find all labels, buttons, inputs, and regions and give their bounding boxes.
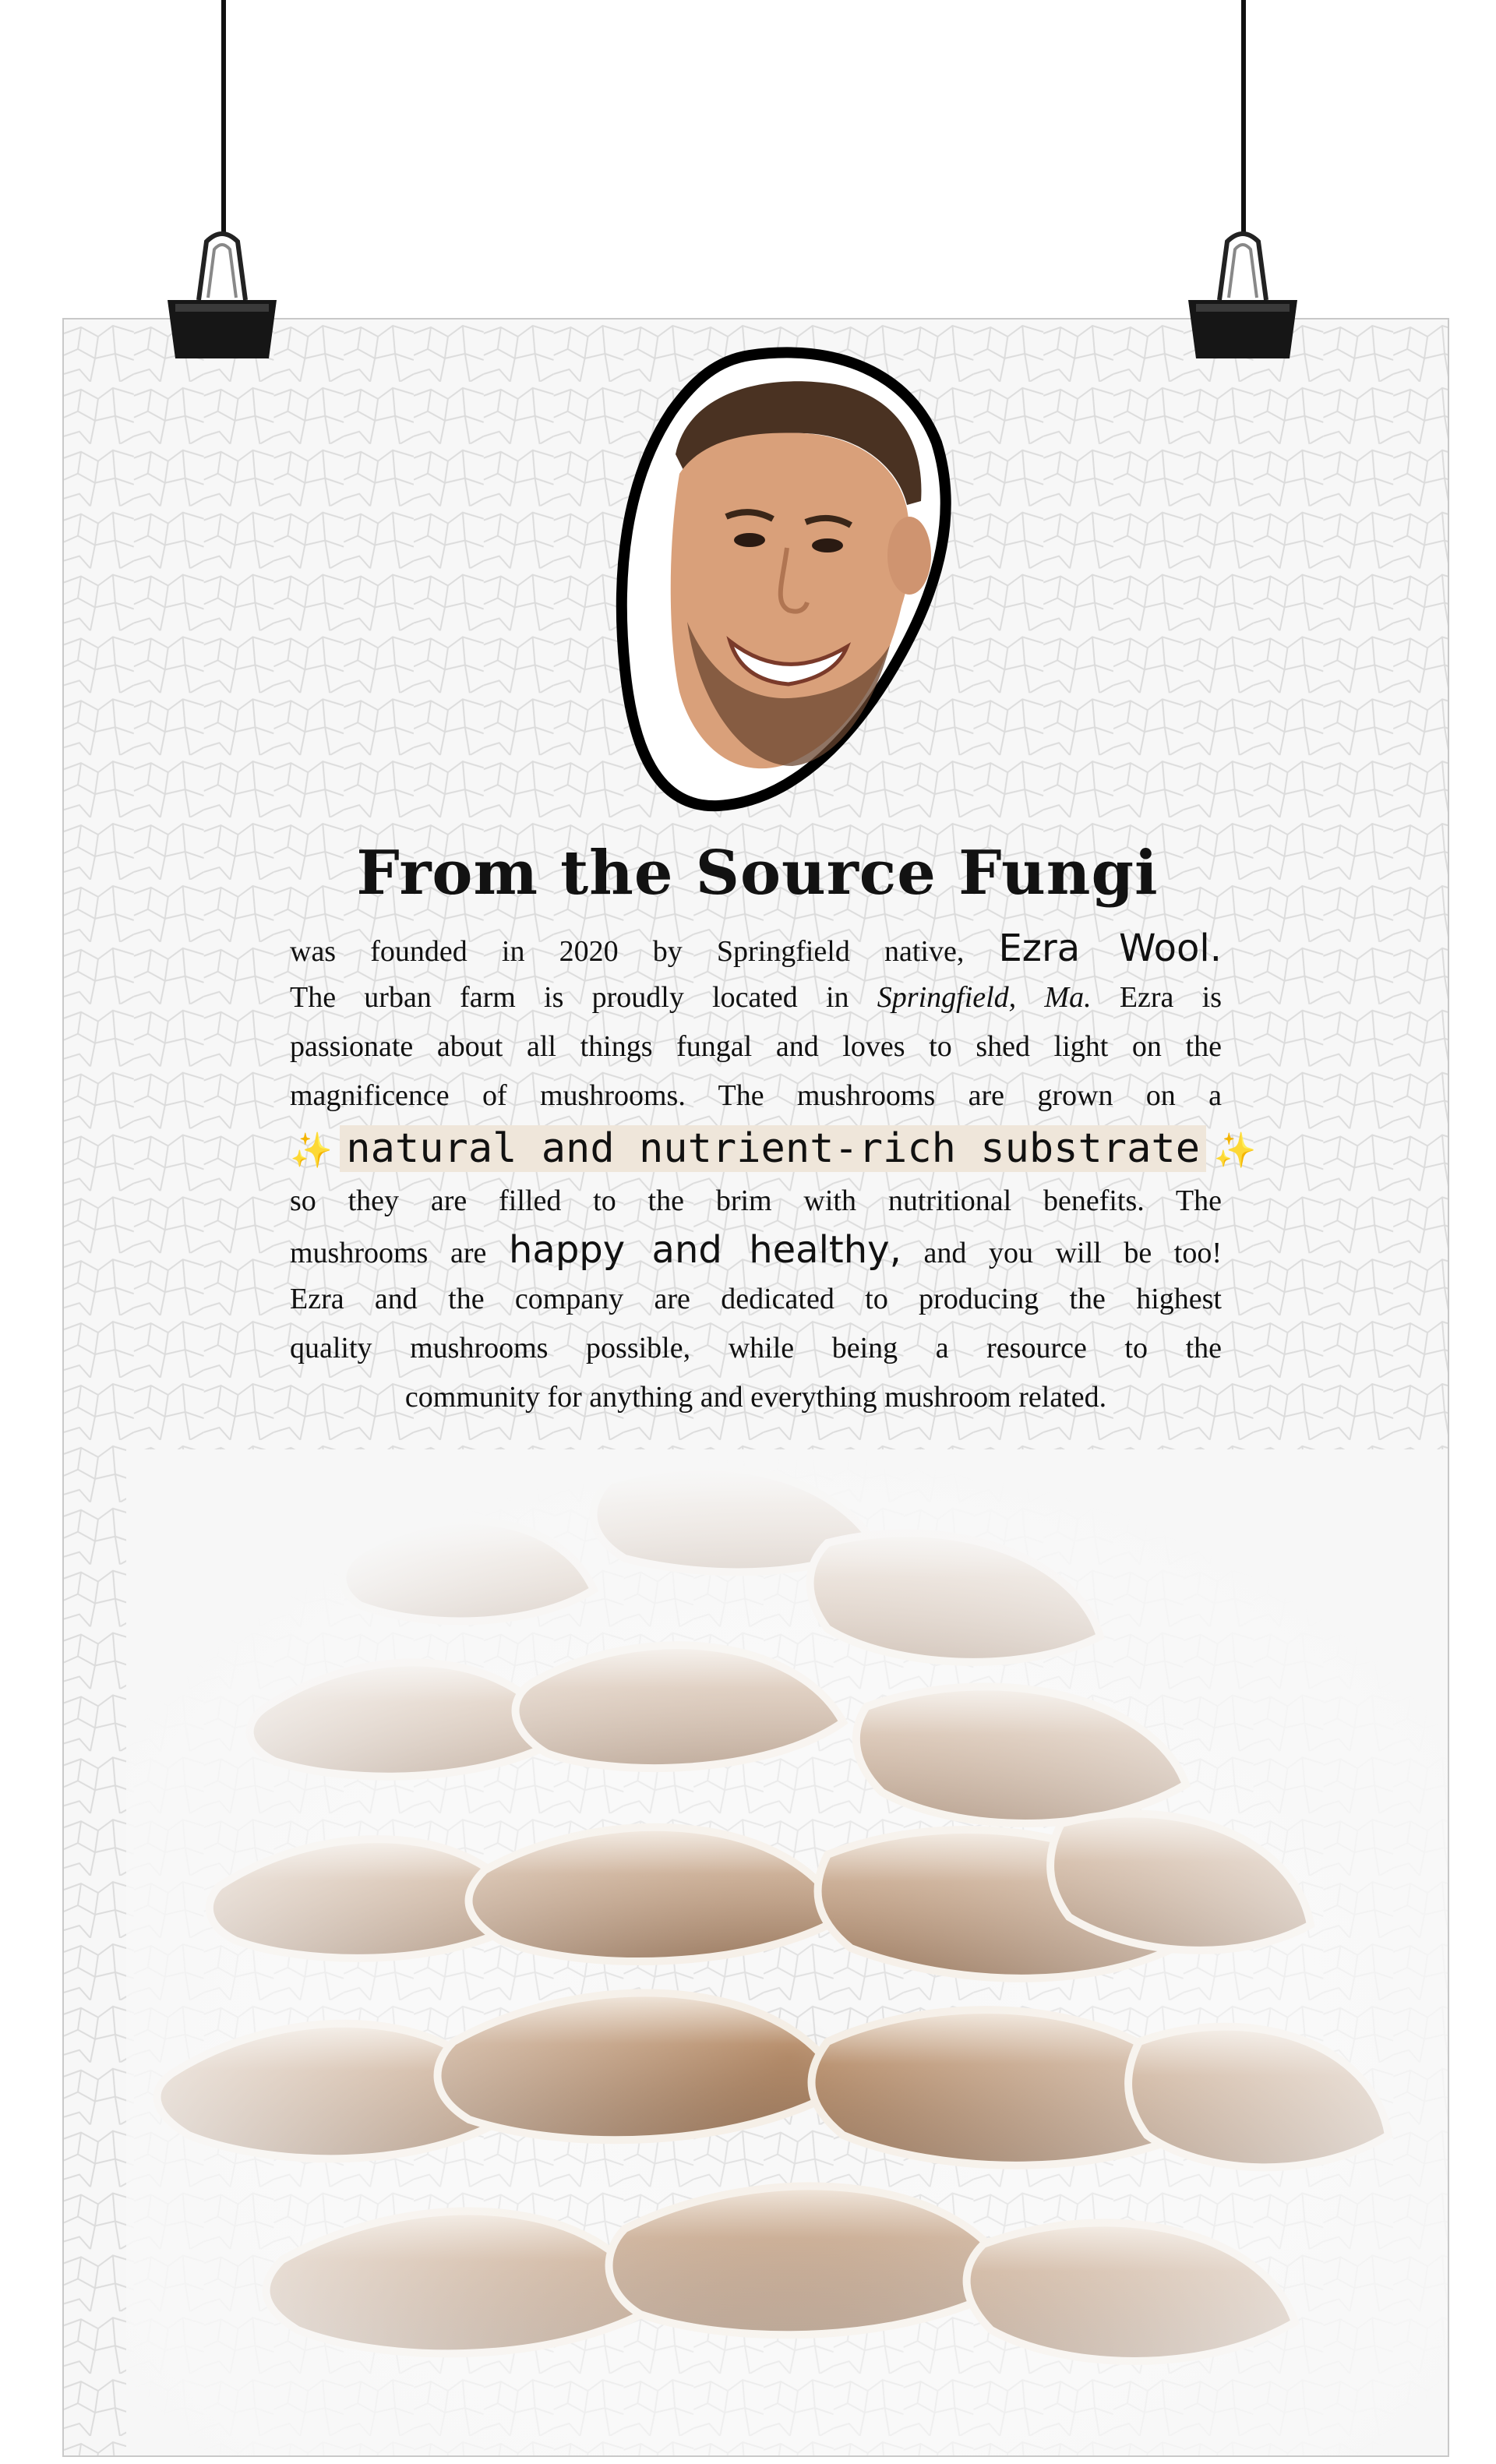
location-text: Springfield, Ma. [877, 981, 1092, 1014]
binder-clip-icon [1188, 226, 1297, 358]
story-paragraph [290, 924, 1257, 1422]
highlight-text: natural and nutrient-rich substrate [340, 1125, 1206, 1172]
emphasis-text: happy and healthy, [508, 1228, 901, 1272]
sparkle-icon: ✨ [290, 1131, 333, 1170]
story-line-3: passionate about all things fungal and loves to shed light on the [290, 1030, 1222, 1063]
story-line-9: quality mushrooms possible, while being a resource to the [290, 1332, 1222, 1364]
story-line-1: was founded in 2020 by Springfield native, Ezra Wool. [290, 927, 1222, 970]
hanging-wire-right [1241, 0, 1246, 234]
page-title: From the Source Fungi [356, 838, 1159, 909]
binder-clip-icon [168, 226, 277, 358]
story-line-2: The urban farm is proudly located in Springfield, Ma. Ezra is [290, 981, 1222, 1014]
story-line-4: magnificence of mushrooms. The mushrooms are grown on a [290, 1079, 1222, 1112]
founder-portrait [602, 341, 960, 824]
sparkle-icon: ✨ [1213, 1131, 1257, 1170]
story-line-6: so they are filled to the brim with nutritional benefits. The [290, 1184, 1222, 1217]
highlight-line [290, 1121, 1257, 1177]
oyster-mushroom-image [126, 1449, 1449, 2457]
story-line-7: mushrooms are happy and healthy, and you will be too! [290, 1228, 1222, 1272]
hanging-wire-left [221, 0, 226, 234]
poster [62, 318, 1449, 2457]
story-line-8: Ezra and the company are dedicated to producing the highest [290, 1283, 1222, 1315]
story-line-10: community for anything and everything mushroom related. [404, 1381, 1107, 1414]
founder-name: Ezra Wool. [998, 927, 1222, 970]
